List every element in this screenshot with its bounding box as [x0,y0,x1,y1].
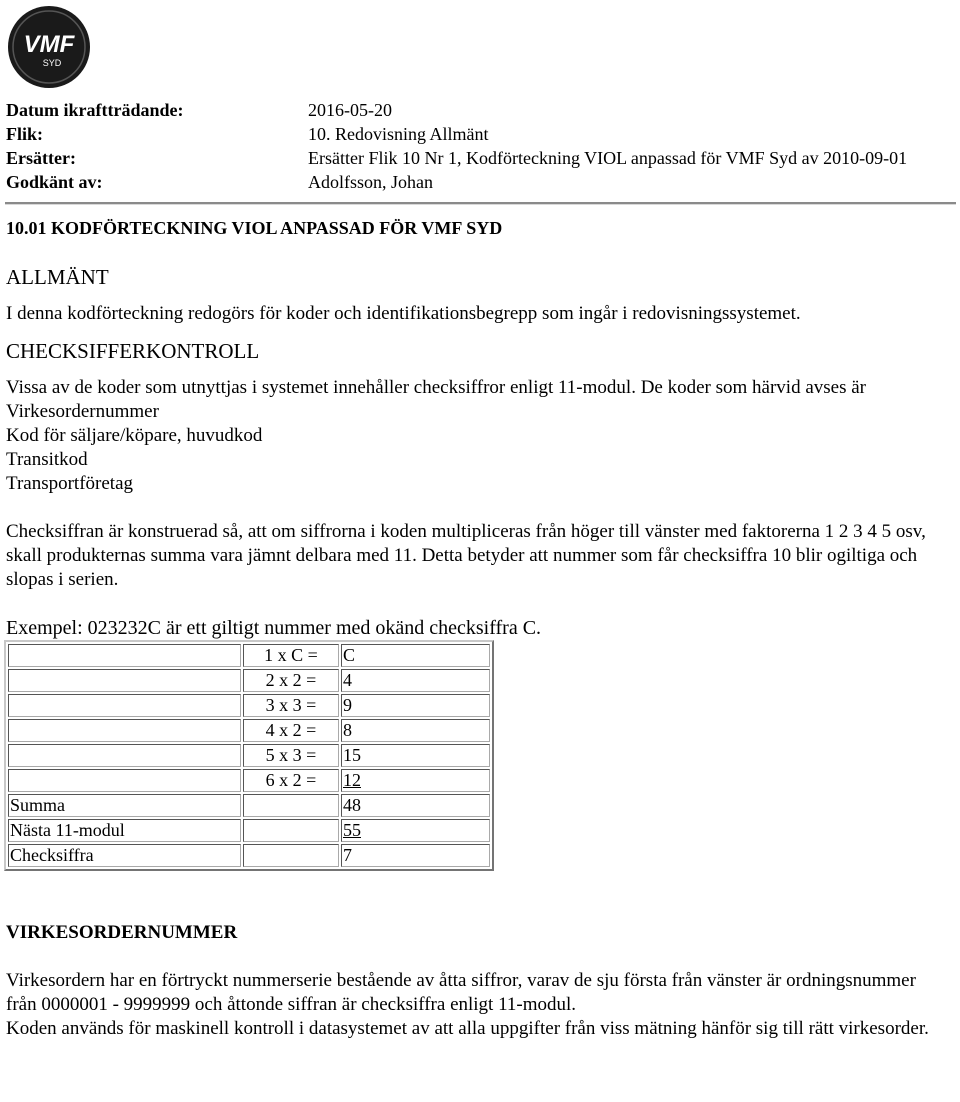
table-cell-label [8,744,241,767]
table-cell-label [8,644,241,667]
checksiffer-intro: Vissa av de koder som utnyttjas i systemet innehåller checksiffror enligt 11-modul. De koder som härvid avses är [6,377,866,398]
table-row [8,694,490,717]
table-cell-label [8,769,241,792]
table-cell-expression [243,644,339,667]
table-cell-expression [243,744,339,767]
table-cell-result-text: 8 [343,720,352,740]
meta-label: Ersätter: [6,148,76,168]
table-cell-result [341,769,490,792]
table-row [8,794,490,817]
table-cell-label-text: Summa [10,795,66,815]
table-cell-expression-text: 3 x 3 = [265,695,317,715]
table-row [8,719,490,742]
table-cell-result [341,744,490,767]
table-cell-expression-text: 1 x C = [264,645,318,665]
table-cell-result [341,669,490,692]
table-cell-result-text: 7 [343,845,352,865]
table-cell-expression-text: 2 x 2 = [265,670,317,690]
table-cell-result-text: 48 [343,795,361,815]
table-cell-label-text: Nästa 11-modul [10,820,125,840]
table-cell-expression [243,669,339,692]
checksiffer-example: Exempel: 023232C är ett giltigt nummer med okänd checksiffra C. [6,617,542,639]
table-row [8,844,490,867]
meta-value: Adolfsson, Johan [308,172,433,192]
meta-value: Ersätter Flik 10 Nr 1, Kodförteckning VIOL anpassad för VMF Syd av 2010-09-01 [308,148,908,168]
meta-value: 10. Redovisning Allmänt [308,124,489,144]
table-row [8,669,490,692]
table-cell-result-text: C [343,645,356,665]
table-cell-expression [243,719,339,742]
table-cell-result [341,794,490,817]
table-cell-expression-text: 6 x 2 = [265,770,317,790]
table-cell-label [8,694,241,717]
header-divider [5,202,956,205]
section-heading-allmant: ALLMÄNT [6,265,109,289]
table-cell-expression [243,769,339,792]
meta-label: Godkänt av: [6,172,103,192]
table-cell-label [8,819,241,842]
table-cell-result [341,844,490,867]
code-list-item: Transitkod [6,449,88,470]
allmant-text: I denna kodförteckning redogörs för koder och identifikationsbegrepp som ingår i redovisningssystemet. [6,303,801,324]
table-row [8,819,490,842]
meta-row-godkant [6,170,907,194]
table-cell-result [341,694,490,717]
meta-value: 2016-05-20 [308,100,392,120]
table-cell-result-text: 4 [343,670,352,690]
table-cell-expression [243,794,339,817]
meta-label: Flik: [6,124,44,144]
code-list-item: Transportföretag [6,473,133,494]
document-body [6,264,951,1041]
table-cell-result-text: 55 [343,820,361,840]
section-heading-virkesorder: VIRKESORDERNUMMER [6,922,238,943]
virkesorder-text-1: Virkesordern har en förtryckt nummerserie bestående av åtta siffror, varav de sju första från vänster är ordningsnummer från 0000001 - 9999999 och åttonde siffran är checksiffra enligt 11-modul. [6,970,916,1015]
document-title: 10.01 KODFÖRTECKNING VIOL ANPASSAD FÖR VMF SYD [6,218,503,238]
table-cell-label [8,669,241,692]
table-cell-label [8,794,241,817]
table-row [8,744,490,767]
table-row [8,644,490,667]
table-cell-expression [243,819,339,842]
checksiffer-explanation: Checksiffran är konstruerad så, att om siffrorna i koden multipliceras från höger till vänster med faktorerna 1 2 3 4 5 osv, skall produkternas summa vara jämnt delbara med 11. Detta betyder att nummer som får checksiffra 10 blir ogiltiga och slopas i serien. [6,521,926,590]
table-cell-result-text: 9 [343,695,352,715]
meta-row-flik [6,122,907,146]
code-list-item: Kod för säljare/köpare, huvudkod [6,425,263,446]
table-cell-result [341,819,490,842]
virkesorder-text-2: Koden används för maskinell kontroll i datasystemet av att alla uppgifter från viss mätning hänför sig till rätt virkesorder. [6,1018,929,1039]
table-cell-result-text: 15 [343,745,361,765]
table-cell-label [8,719,241,742]
document-metadata [6,98,907,194]
code-list-item: Virkesordernummer [6,401,159,422]
table-cell-result-text: 12 [343,770,361,790]
table-cell-expression [243,844,339,867]
logo-text: VMF [23,31,75,58]
table-cell-label-text: Checksiffra [10,845,94,865]
table-row [8,769,490,792]
table-cell-result [341,644,490,667]
logo-subtext: SYD [42,58,62,68]
meta-label: Datum ikraftträdande: [6,100,184,120]
meta-row-date [6,98,907,122]
section-heading-checksiffer: CHECKSIFFERKONTROLL [6,339,260,363]
meta-row-ersatter [6,146,907,170]
checksum-table [4,640,494,871]
vmf-syd-logo-icon [6,4,92,90]
table-cell-expression [243,694,339,717]
table-cell-label [8,844,241,867]
table-cell-result [341,719,490,742]
table-cell-expression-text: 4 x 2 = [265,720,317,740]
table-cell-expression-text: 5 x 3 = [265,745,317,765]
